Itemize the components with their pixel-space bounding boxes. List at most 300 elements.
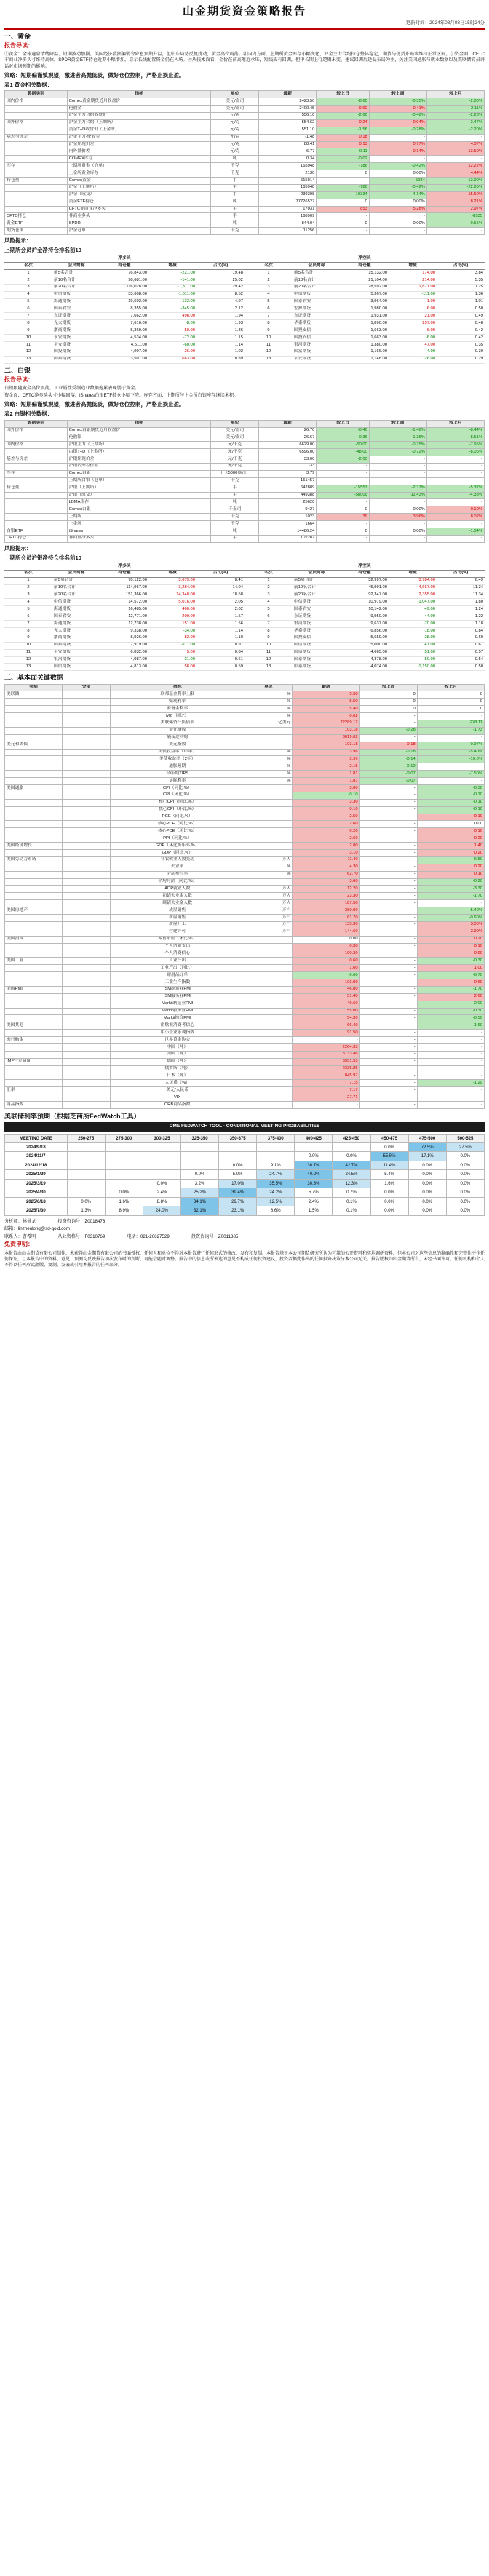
gold-table-cell: 4.07% [426, 141, 484, 148]
macro-table-row [5, 849, 485, 856]
macro-table-cell: -1.29 [417, 1080, 484, 1087]
report-title: 山金期货资金策略报告 [182, 6, 306, 17]
macro-table-cell [5, 806, 63, 814]
gold-table-row [5, 199, 485, 206]
gold-rank-cell: 1.00 [389, 298, 437, 306]
fedwatch-cell [180, 1161, 218, 1170]
gold-rank-cell: 12 [4, 349, 52, 356]
gold-table-cell: - [426, 134, 484, 141]
macro-table-row [5, 950, 485, 958]
fedwatch-cell: 30.3% [295, 1179, 333, 1188]
macro-table-cell [63, 993, 111, 1001]
macro-table-cell: - [417, 1065, 484, 1073]
macro-table-cell: - [359, 1058, 417, 1065]
macro-table-cell: - [417, 1058, 484, 1065]
gold-table-cell: Comex黄金 [67, 177, 211, 184]
fedwatch-row [5, 1179, 485, 1188]
fedwatch-cell: 0.0% [143, 1179, 180, 1188]
silver-table-header-cell: 最新 [259, 420, 317, 427]
macro-table-cell: 3351.53 [293, 1058, 359, 1065]
fedwatch-header-cell: 300-325 [143, 1134, 180, 1142]
fedwatch-header-cell: MEETING DATE [5, 1134, 68, 1142]
gold-table-cell: 2400.45 [259, 106, 317, 113]
silver-table-header-cell: 指标 [67, 420, 211, 427]
gold-rank-header-cell: 名次 [244, 263, 293, 270]
macro-table-cell: CRB商品指数 [110, 1102, 244, 1109]
silver-rank-cell: -1,150.00 [389, 664, 437, 671]
macro-table-cell [5, 720, 63, 727]
macro-table-cell [63, 784, 111, 792]
fedwatch-header-cell: 425-450 [333, 1134, 370, 1142]
fedwatch-cell [257, 1142, 295, 1152]
gold-rank-cell: 0.35 [437, 342, 485, 349]
silver-table-cell: -7.95% [426, 442, 484, 449]
silver-table-cell [5, 514, 68, 521]
silver-rank-cell: 2,355.00 [389, 592, 437, 599]
silver-rank-cell: 4,667.00 [389, 584, 437, 592]
silver-table-cell: 千克 [211, 477, 259, 485]
macro-table-cell [63, 1030, 111, 1037]
macro-table-row [5, 771, 485, 778]
silver-table-cell: 14486.24 [259, 528, 317, 535]
macro-table-cell [63, 958, 111, 965]
macro-table-cell [63, 849, 111, 856]
gold-rank-cell: 28,592.00 [341, 284, 389, 291]
gold-rank-cell: 5,369.00 [100, 327, 148, 335]
macro-table-cell: - [417, 713, 484, 720]
gold-table-cell: -0.02 [317, 156, 369, 163]
macro-table-cell: -0.10 [417, 799, 484, 806]
fedwatch-cell: 2.4% [295, 1197, 333, 1206]
macro-table-cell: 成屋销售 [110, 907, 244, 915]
macro-table-cell: 工业生产指数 [110, 979, 244, 987]
macro-table-cell [63, 878, 111, 886]
gold-rank-row [4, 342, 485, 349]
fedwatch-cell: 5.7% [295, 1188, 333, 1198]
gold-rank-cell: 1,980.00 [341, 306, 389, 313]
silver-rank-cell: 前5名合计 [52, 577, 100, 584]
gold-table-cell: -2.47% [426, 119, 484, 127]
fedwatch-row [5, 1170, 485, 1180]
silver-rank-cell: 5 [244, 606, 293, 613]
gold-rank-cell: 7.25 [437, 284, 485, 291]
macro-table-cell: 144.60 [293, 929, 359, 936]
fedwatch-cell: 1.5% [295, 1206, 333, 1216]
macro-table-cell [244, 950, 293, 958]
silver-rank-row [4, 613, 485, 621]
gold-table-cell: - [369, 228, 426, 235]
macro-table-cell [63, 864, 111, 871]
macro-table-cell: 3.30 [293, 799, 359, 806]
silver-table-cell: - [369, 463, 426, 470]
silver-rank-cell: 4 [244, 599, 293, 606]
silver-rank-cell: 国信期货 [293, 642, 341, 649]
fedwatch-cell: 35.5% [257, 1179, 295, 1188]
fedwatch-cell: 0.0% [370, 1197, 408, 1206]
silver-rank-cell: 3,784.00 [389, 577, 437, 584]
macro-table-cell [63, 771, 111, 778]
macro-table-cell: % [244, 706, 293, 713]
fedwatch-header-cell: 350-375 [219, 1134, 257, 1142]
silver-rank-cell: 1.22 [437, 613, 485, 621]
fedwatch-cell [67, 1161, 105, 1170]
macro-table-cell [63, 1044, 111, 1052]
gold-rank-cell: 214.00 [389, 277, 437, 285]
macro-table-row [5, 713, 485, 720]
macro-table-cell [244, 958, 293, 965]
gold-table-cell: -8535 [426, 213, 484, 220]
macro-table-cell [244, 799, 293, 806]
silver-rank-cell: 9,950.00 [341, 613, 389, 621]
gold-table-cell [5, 141, 68, 148]
macro-table-cell: -1.60 [417, 1022, 484, 1030]
macro-table-cell: - [359, 936, 417, 943]
macro-table-cell: 103.90 [293, 979, 359, 987]
macro-table-cell [5, 799, 63, 806]
macro-table-cell: - [359, 821, 417, 828]
silver-table-cell: 千（5000盎司） [211, 470, 259, 477]
gold-table-cell: 0.13 [317, 141, 369, 148]
macro-table-cell: 51.40 [293, 993, 359, 1001]
macro-table-row [5, 871, 485, 878]
gold-table-cell: -2.66 [317, 112, 369, 119]
gold-rank-cell: 15,132.00 [341, 270, 389, 277]
fedwatch-table [4, 1134, 485, 1216]
macro-table-cell: PPI（同比,%） [110, 835, 244, 843]
gold-table-cell: 239398 [259, 191, 317, 199]
silver-rank-cell: 0.54 [437, 656, 485, 664]
gold-table-cell: 库存 [5, 163, 68, 170]
macro-table-row [5, 784, 485, 792]
gold-table-cell: -0.35% [369, 98, 426, 106]
gold-table-cell: -0.48% [369, 112, 426, 119]
macro-table-cell [63, 763, 111, 771]
silver-rank-cell: 银河期货 [52, 656, 100, 664]
macro-table-cell: PCE（同比,%） [110, 814, 244, 821]
macro-table-cell: 万人 [244, 886, 293, 893]
gold-table-cell: 2.97% [426, 206, 484, 213]
gold-rank-cell: 东证期货 [52, 313, 100, 320]
gold-table-cell: 千克 [211, 170, 259, 178]
fedwatch-cell: 2025/6/18 [5, 1197, 68, 1206]
macro-table-cell: -2.00 [417, 1001, 484, 1008]
silver-rank-cell: 国泰君安 [293, 606, 341, 613]
gold-rank-cell: 26.00 [148, 349, 196, 356]
macro-table-cell [244, 828, 293, 835]
macro-table-cell: 46.80 [293, 986, 359, 993]
gold-rank-cell: 76,843.00 [100, 270, 148, 277]
gold-table-cell: SPDR [67, 220, 211, 228]
macro-table-cell [5, 878, 63, 886]
macro-table-cell: 美元指数 [110, 727, 244, 734]
silver-rank-cell: 3,284.00 [148, 584, 196, 592]
fedwatch-cell [67, 1179, 105, 1188]
macro-table-cell [63, 972, 111, 979]
silver-rank-cell: 9,637.00 [341, 621, 389, 628]
gold-rank-cell: 1,871.00 [389, 284, 437, 291]
macro-table-cell: ADP就业人数 [110, 886, 244, 893]
silver-data-table [4, 420, 485, 543]
macro-table-cell: 103.18 [293, 742, 359, 749]
fedwatch-header-cell: 475-500 [408, 1134, 446, 1142]
gold-rank-cell: 8.52 [196, 291, 244, 298]
silver-table-cell: - [317, 470, 369, 477]
macro-table-cell: 日本（吨） [110, 1073, 244, 1080]
fedwatch-cell: 24.5% [333, 1170, 370, 1180]
macro-table-cell: - [417, 1037, 484, 1044]
macro-table-cell: - [359, 900, 417, 907]
silver-rank-cell: 1 [4, 577, 52, 584]
gold-rank-cell: 1.94 [196, 313, 244, 320]
header-divider [4, 28, 485, 30]
macro-table-cell: -0.30 [417, 784, 484, 792]
gold-table-cell: 12.22% [426, 163, 484, 170]
gold-table-cell: -2.11% [426, 106, 484, 113]
macro-table-cell [5, 1094, 63, 1102]
silver-rank-cell: 光大期货 [52, 628, 100, 635]
macro-table-row [5, 878, 485, 886]
silver-rank-cell: 6,832.00 [100, 649, 148, 656]
macro-table-cell: - [359, 886, 417, 893]
macro-table-cell: 27.71 [293, 1094, 359, 1102]
macro-table-cell [5, 921, 63, 929]
gold-rank-cell: -133.00 [148, 298, 196, 306]
gold-rank-cell: 19.48 [196, 270, 244, 277]
gold-table-header-cell: 较上月 [426, 91, 484, 98]
silver-rank-cell: 45,991.00 [341, 584, 389, 592]
silver-table-cell: 库存 [5, 470, 68, 477]
macro-table-cell [5, 886, 63, 893]
silver-table-cell: 33.00 [259, 456, 317, 464]
fedwatch-cell [105, 1161, 143, 1170]
silver-table-cell: Comex白银 [67, 506, 211, 514]
silver-table-cell: - [426, 499, 484, 506]
silver-rank-cell: 1.14 [196, 628, 244, 635]
macro-table-cell [63, 1015, 111, 1022]
gold-table-cell: 上金所黄金库存 [67, 170, 211, 178]
macro-table-cell: 100.30 [293, 950, 359, 958]
silver-rank-cell: 前20名合计 [52, 592, 100, 599]
macro-table-cell [244, 1058, 293, 1065]
macro-table-cell: - [359, 986, 417, 993]
macro-table-cell [63, 936, 111, 943]
gold-table-cell [5, 206, 68, 213]
macro-table-cell: 中小企业乐观指数 [110, 1030, 244, 1037]
silver-table-cell: 非商业净多头 [67, 535, 211, 542]
macro-table-cell: 2.80 [293, 843, 359, 850]
macro-table-cell [63, 907, 111, 915]
gold-rank-cell: 1 [244, 270, 293, 277]
macro-table-cell: 商品指数 [5, 1102, 63, 1109]
macro-table-row [5, 929, 485, 936]
fedwatch-cell: 0.0% [67, 1197, 105, 1206]
macro-table-cell: 2335.85 [293, 1065, 359, 1073]
silver-rank-cell: 6,856.00 [341, 628, 389, 635]
macro-table-cell [244, 972, 293, 979]
macro-table-cell [5, 814, 63, 821]
macro-table-cell: % [244, 699, 293, 706]
fedwatch-cell [67, 1152, 105, 1161]
macro-table-cell: - [359, 965, 417, 972]
silver-rank-cell: 国泰期货 [52, 642, 100, 649]
gold-table-row [5, 177, 485, 184]
gold-table-cell: 黄金ETF [5, 220, 68, 228]
macro-table-row [5, 720, 485, 727]
macro-table-cell [5, 900, 63, 907]
gold-table-cell: -1.56 [317, 127, 369, 134]
macro-table-cell [63, 806, 111, 814]
silver-table-cell: 6629.00 [259, 442, 317, 449]
silver-table-cell: 持仓量 [5, 485, 68, 492]
fedwatch-cell: 2.4% [143, 1188, 180, 1198]
macro-table-cell: 续请失业金人数 [110, 900, 244, 907]
gold-rank-cell: 0.42 [437, 335, 485, 342]
macro-data-table [4, 684, 485, 1110]
macro-table-cell [5, 1073, 63, 1080]
macro-table-cell: CPI（同比,%） [110, 784, 244, 792]
macro-table-cell: 通胀预期 [110, 763, 244, 771]
macro-table-cell: 0.60 [417, 979, 484, 987]
gold-rank-cell: 1 [4, 270, 52, 277]
gold-rank-row [4, 320, 485, 327]
macro-table-cell [244, 1037, 293, 1044]
macro-table-row [5, 1073, 485, 1080]
gold-rank-cell: 47.00 [389, 342, 437, 349]
gold-table-cell: 0.18 [317, 134, 369, 141]
silver-table-cell: 3.96% [369, 514, 426, 521]
gold-table-cell: -2.23% [426, 112, 484, 119]
gold-table-cell: 853 [317, 206, 369, 213]
gold-rank-row [4, 291, 485, 298]
silver-table-cell: 26.70 [259, 427, 317, 434]
gold-rank-cell: 海通期货 [52, 298, 100, 306]
macro-table-cell: -0.14 [359, 756, 417, 763]
macro-table-cell [63, 706, 111, 713]
gold-rank-cell: -26.00 [389, 356, 437, 363]
silver-rank-cell: -44.00 [389, 613, 437, 621]
fedwatch-cell: 0.1% [333, 1206, 370, 1216]
macro-table-cell [5, 965, 63, 972]
macro-table-cell: 2.60 [417, 993, 484, 1001]
silver-rank-cell: 6.49 [437, 577, 485, 584]
macro-table-cell [244, 986, 293, 993]
gold-rank-cell: 11 [244, 342, 293, 349]
silver-rank-cell: -28.00 [389, 635, 437, 642]
gold-table-cell: 0 [317, 220, 369, 228]
macro-table-cell: % [244, 756, 293, 763]
gold-table-cell: 吨 [211, 220, 259, 228]
macro-table-row [5, 1044, 485, 1052]
macro-table-cell: - [359, 871, 417, 878]
contact-cert: 投资咨询号：Z0011385 [191, 1233, 239, 1239]
gold-rank-cell: 4.97 [196, 298, 244, 306]
macro-table-cell [5, 993, 63, 1001]
macro-table-row [5, 1030, 485, 1037]
silver-rank-header-cell: 增减 [148, 570, 196, 577]
silver-table-cell: -1.35% [369, 434, 426, 442]
macro-table-row [5, 979, 485, 987]
silver-rank-cell: 国泰君安 [52, 613, 100, 621]
silver-rank-cell: 3,679.00 [148, 577, 196, 584]
fedwatch-cell: 0.0% [180, 1170, 218, 1180]
macro-table-cell: - [359, 893, 417, 900]
silver-rank-header-cell: 增减 [389, 570, 437, 577]
gold-table-cell [5, 106, 68, 113]
macro-table-row [5, 734, 485, 742]
silver-table-cell: 沪银内外盘价差 [67, 463, 211, 470]
silver-rank-cell: 4,987.00 [100, 656, 148, 664]
macro-table-cell [244, 835, 293, 843]
silver-table-row [5, 535, 485, 542]
macro-table-cell [5, 1015, 63, 1022]
macro-table-cell [5, 835, 63, 843]
silver-table-cell: -5.37% [426, 485, 484, 492]
macro-table-row [5, 742, 485, 749]
gold-table-cell: 556.10 [259, 112, 317, 119]
silver-table-row [5, 528, 485, 535]
macro-table-cell [63, 749, 111, 756]
macro-table-cell [5, 778, 63, 785]
macro-table-cell [63, 699, 111, 706]
gold-rank-cell: 1,380.00 [341, 342, 389, 349]
gold-rank-cell: 平安期货 [293, 356, 341, 363]
silver-table-row [5, 485, 485, 492]
macro-table-cell: - [359, 979, 417, 987]
fedwatch-cell: 0.0% [105, 1188, 143, 1198]
silver-rank-cell: 2.05 [196, 599, 244, 606]
macro-table-cell [5, 893, 63, 900]
fedwatch-cell: 2025/1/29 [5, 1170, 68, 1180]
macro-table-cell [244, 1015, 293, 1022]
silver-rank-long-label: 净多头 [4, 563, 244, 570]
silver-rank-cell: 4,378.00 [341, 656, 389, 664]
fedwatch-cell: 0.0% [408, 1206, 446, 1216]
analyst-email[interactable]: 邮箱：linzhenlong@sd-gold.com [4, 1226, 70, 1232]
silver-rank-cell: 5,016.00 [148, 599, 196, 606]
fedwatch-cell: 55.5% [370, 1152, 408, 1161]
silver-rank-cell: 5,000.00 [341, 642, 389, 649]
gold-table-cell: 2423.50 [259, 98, 317, 106]
gold-table-cell: -10334 [317, 191, 369, 199]
fedwatch-row [5, 1197, 485, 1206]
gold-table-cell [5, 191, 68, 199]
gold-table-row [5, 134, 485, 141]
macro-table-cell: 非农就业人数变动 [110, 856, 244, 864]
gold-rank-cell: 3 [4, 284, 52, 291]
gold-table-row [5, 220, 485, 228]
gold-rank-cell: 10 [4, 335, 52, 342]
silver-table-header-cell: 单位 [211, 420, 259, 427]
silver-rank-row [4, 621, 485, 628]
gold-table-cell: 千克 [211, 163, 259, 170]
macro-table-row [5, 986, 485, 993]
gold-table-row [5, 206, 485, 213]
macro-table-cell: GDP（环比折年率,%） [110, 843, 244, 850]
macro-table-cell [5, 950, 63, 958]
silver-table-row [5, 442, 485, 449]
gold-table-cell: 沪金仓单 [67, 228, 211, 235]
macro-table-cell [63, 799, 111, 806]
gold-rank-cell: 前5名合计 [293, 270, 341, 277]
gold-table-cell: 内外盘价差 [67, 148, 211, 156]
macro-table-cell [244, 1102, 293, 1109]
macro-table-cell: 万户 [244, 929, 293, 936]
macro-table-cell [244, 993, 293, 1001]
macro-table-cell: -0.20 [417, 878, 484, 886]
macro-table-cell: % [244, 749, 293, 756]
silver-table-cell: 沪银（上期所） [67, 485, 211, 492]
macro-table-cell: -1.70 [417, 893, 484, 900]
